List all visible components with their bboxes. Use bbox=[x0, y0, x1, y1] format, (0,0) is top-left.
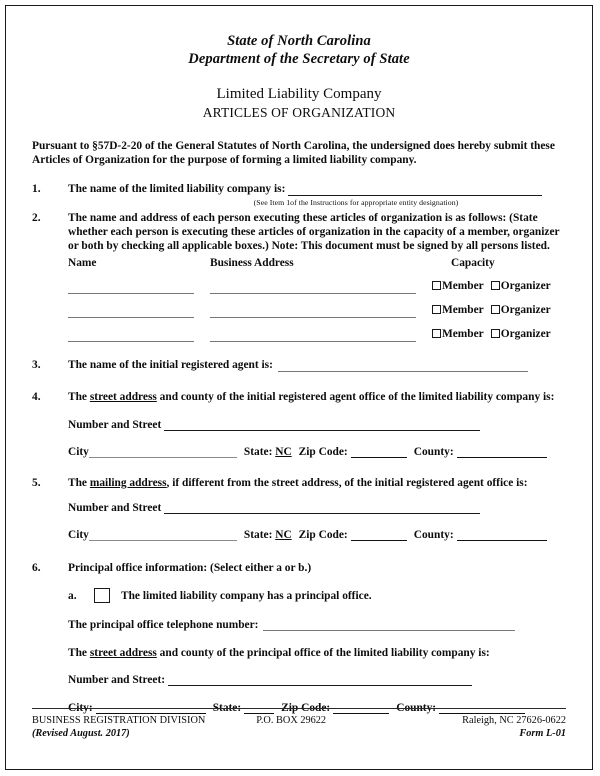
signer-capacity-1 bbox=[432, 279, 566, 294]
signer-address-input-2[interactable] bbox=[210, 317, 432, 318]
label-organizer-2: Organizer bbox=[500, 303, 551, 316]
item-4-county-label: County: bbox=[413, 445, 454, 458]
item-5-street-input[interactable] bbox=[164, 502, 480, 514]
label-member-2: Member bbox=[442, 303, 484, 316]
checkbox-organizer-2[interactable] bbox=[491, 305, 500, 314]
item-3 bbox=[32, 358, 566, 372]
checkbox-organizer-3[interactable] bbox=[491, 329, 500, 338]
item-4-zip-input[interactable] bbox=[351, 446, 407, 458]
item-3-body bbox=[68, 358, 566, 372]
footer-row-2 bbox=[32, 727, 566, 740]
form-title: Limited Liability Company bbox=[216, 86, 382, 102]
form-title-block bbox=[32, 85, 566, 122]
item-5-street-row bbox=[68, 502, 566, 514]
signer-capacity-2 bbox=[432, 303, 566, 318]
signer-address-input-3[interactable] bbox=[210, 341, 432, 342]
item-4-text-post: and county of the initial registered agent office of the limited liability company is: bbox=[156, 391, 555, 404]
item-5-text-post: , if different from the street address, of the initial registered agent office is: bbox=[166, 476, 528, 489]
footer-city-state-zip: Raleigh, NC 27626-0622 bbox=[462, 715, 566, 726]
footer-form-number: Form L-01 bbox=[519, 728, 566, 739]
item-1-number: 1. bbox=[32, 182, 41, 195]
company-name-input-line[interactable] bbox=[288, 184, 542, 196]
item-5-number: 5. bbox=[32, 476, 41, 489]
item-5-number-street-label: Number and Street bbox=[68, 501, 162, 514]
item-1-note: (See Item 1of the Instructions for appropriate entity designation) bbox=[253, 197, 459, 207]
signers-table-header bbox=[68, 256, 566, 270]
label-organizer-3: Organizer bbox=[500, 327, 551, 340]
item-6-street-heading bbox=[68, 647, 566, 659]
signer-name-input-3[interactable] bbox=[68, 341, 210, 342]
item-6-label: Principal office information: (Select either a or b.) bbox=[68, 561, 312, 574]
item-4-state-label: State: bbox=[243, 445, 273, 458]
item-2-body bbox=[68, 211, 566, 342]
item-1-label: The name of the limited liability company is: bbox=[68, 182, 286, 195]
label-organizer-1: Organizer bbox=[500, 279, 551, 292]
item-4-city-label: City bbox=[68, 445, 89, 458]
item-5-county-label: County: bbox=[413, 528, 454, 541]
checkbox-member-1[interactable] bbox=[432, 281, 441, 290]
item-4 bbox=[32, 390, 566, 404]
state-line: State of North Carolina bbox=[227, 33, 371, 49]
signer-name-input-1[interactable] bbox=[68, 293, 210, 294]
item-5-county-input[interactable] bbox=[457, 529, 547, 541]
table-row bbox=[68, 294, 566, 318]
item-4-underlined: street address bbox=[89, 391, 157, 404]
item-6-number-street-label: Number and Street: bbox=[68, 674, 166, 687]
item-4-city-row bbox=[68, 446, 566, 458]
item-5 bbox=[32, 476, 566, 490]
footer-division: BUSINESS REGISTRATION DIVISION bbox=[32, 715, 206, 726]
item-4-number-street-label: Number and Street bbox=[68, 418, 162, 431]
item-6-option-a[interactable] bbox=[68, 588, 566, 603]
item-1 bbox=[32, 182, 566, 208]
item-6-option-a-letter: a. bbox=[68, 589, 77, 602]
item-5-body bbox=[68, 476, 566, 490]
item-4-street-input[interactable] bbox=[164, 419, 480, 431]
item-6-street-underlined: street address bbox=[89, 647, 157, 660]
item-4-text-pre: The bbox=[68, 391, 90, 404]
page-footer bbox=[32, 708, 566, 740]
footer-spacer bbox=[256, 727, 395, 740]
item-6-state-label: State: bbox=[212, 702, 242, 715]
item-3-label: The name of the initial registered agent is: bbox=[68, 359, 273, 372]
item-4-zip-label: Zip Code: bbox=[298, 445, 348, 458]
item-6-body bbox=[68, 561, 566, 575]
signer-name-input-2[interactable] bbox=[68, 317, 210, 318]
item-6 bbox=[32, 561, 566, 575]
label-member-3: Member bbox=[442, 327, 484, 340]
item-4-number: 4. bbox=[32, 391, 41, 404]
item-2-number: 2. bbox=[32, 211, 41, 224]
item-4-body bbox=[68, 390, 566, 404]
item-5-state-value: NC bbox=[275, 528, 292, 541]
item-5-underlined: mailing address bbox=[89, 476, 167, 489]
signer-address-input-1[interactable] bbox=[210, 293, 432, 294]
label-member-1: Member bbox=[442, 279, 484, 292]
item-2-label: The name and address of each person executing these articles of organization is as follows: (State whether each person is executing these articles of organization in the capacity of a member, organizer or both by checking all applicable boxes.) Note: This document must be signed by all persons listed. bbox=[68, 211, 560, 253]
table-row bbox=[68, 318, 566, 342]
item-5-state-label: State: bbox=[243, 528, 273, 541]
item-6-city-label: City: bbox=[68, 702, 93, 715]
document-header bbox=[32, 0, 566, 68]
item-4-city-input[interactable] bbox=[89, 446, 237, 458]
footer-row-1 bbox=[32, 714, 566, 727]
item-4-county-input[interactable] bbox=[457, 446, 547, 458]
column-header-capacity: Capacity bbox=[451, 256, 495, 269]
checkbox-organizer-1[interactable] bbox=[491, 281, 500, 290]
item-5-city-label: City bbox=[68, 528, 89, 541]
form-subtitle: ARTICLES OF ORGANIZATION bbox=[202, 105, 396, 120]
item-6-phone-label: The principal office telephone number: bbox=[68, 619, 259, 632]
item-5-zip-label: Zip Code: bbox=[298, 528, 348, 541]
item-6-street-pre: The bbox=[68, 647, 90, 660]
table-row bbox=[68, 270, 566, 294]
registered-agent-name-input[interactable] bbox=[278, 360, 528, 372]
item-4-street-row bbox=[68, 419, 566, 431]
item-3-number: 3. bbox=[32, 359, 41, 372]
item-4-state-value: NC bbox=[275, 445, 292, 458]
item-5-zip-input[interactable] bbox=[351, 529, 407, 541]
item-6-county-label: County: bbox=[396, 702, 437, 715]
item-6-option-a-text: The limited liability company has a principal office. bbox=[121, 589, 372, 602]
item-6-number: 6. bbox=[32, 561, 41, 574]
footer-revision: (Revised August. 2017) bbox=[32, 728, 130, 739]
checkbox-member-2[interactable] bbox=[432, 305, 441, 314]
item-1-body bbox=[68, 182, 566, 208]
column-header-name: Name bbox=[68, 256, 97, 269]
checkbox-member-3[interactable] bbox=[432, 329, 441, 338]
item-6-street-post: and county of the principal office of the limited liability company is: bbox=[156, 647, 490, 660]
item-5-city-input[interactable] bbox=[89, 529, 237, 541]
column-header-address: Business Address bbox=[210, 256, 294, 269]
item-5-text-pre: The bbox=[68, 476, 90, 489]
signer-capacity-3 bbox=[432, 327, 566, 342]
intro-paragraph: Pursuant to §57D-2-20 of the General Statutes of North Carolina, the undersigned does hereby submit these Articles of Organization for the purpose of forming a limited liability company. bbox=[32, 140, 555, 167]
footer-po-box: P.O. BOX 29622 bbox=[256, 715, 327, 726]
item-6-street-input[interactable] bbox=[168, 674, 472, 686]
checkbox-principal-office[interactable] bbox=[94, 588, 110, 603]
item-6-phone-row bbox=[68, 619, 566, 631]
item-6-zip-label: Zip Code: bbox=[281, 702, 331, 715]
department-line: Department of the Secretary of State bbox=[188, 51, 410, 67]
item-6-phone-input[interactable] bbox=[263, 619, 515, 631]
footer-divider bbox=[32, 708, 566, 709]
item-6-number-street-row bbox=[68, 674, 566, 686]
item-2 bbox=[32, 211, 566, 342]
item-5-city-row bbox=[68, 529, 566, 541]
